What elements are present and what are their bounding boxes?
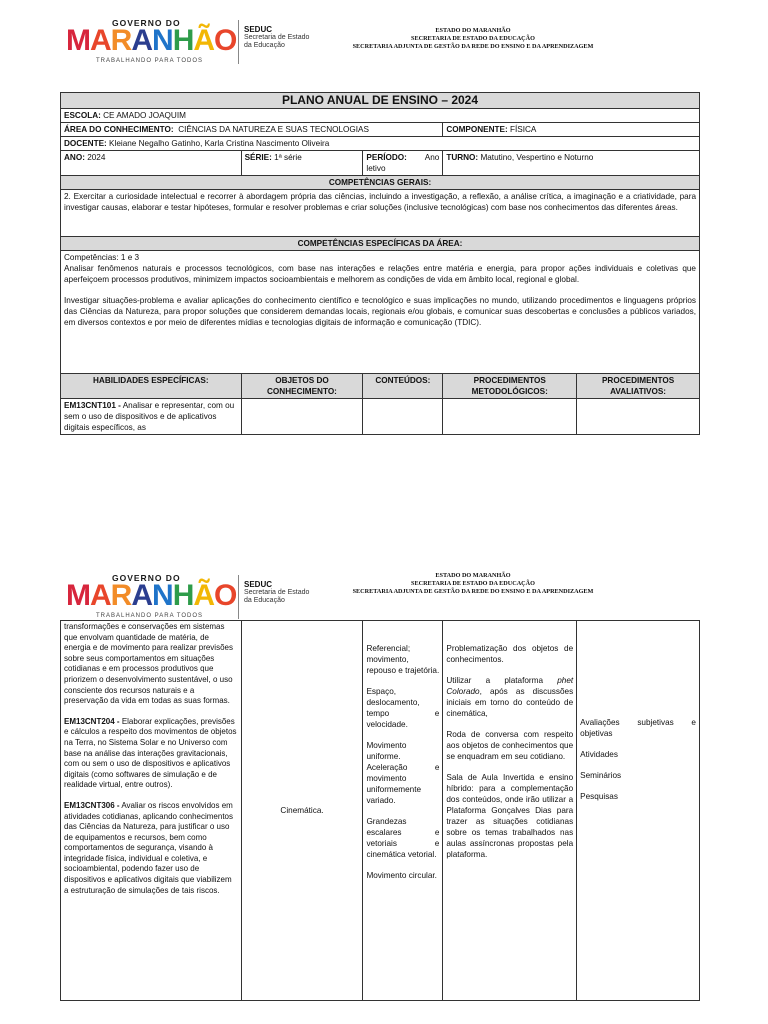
logo-wordmark: MARANHÃO xyxy=(66,579,237,612)
periodo-cell: PERÍODO: Ano letivo xyxy=(363,151,443,176)
governo-maranhao-logo: GOVERNO DO MARANHÃO TRABALHANDO PARA TODOS xyxy=(66,573,237,619)
col-habilidades: HABILIDADES ESPECÍFICAS: xyxy=(61,374,242,399)
plan-table-continued xyxy=(60,620,700,1001)
seduc-logo: SEDUC Secretaria de Estado da Educação xyxy=(244,25,310,49)
logo-wordmark: MARANHÃO xyxy=(66,24,237,57)
empty-cell xyxy=(443,399,577,435)
page-1 xyxy=(0,0,768,470)
col-objetos: OBJETOS DO CONHECIMENTO: xyxy=(241,374,363,399)
col-avaliativos: PROCEDIMENTOS AVALIATIVOS: xyxy=(577,374,700,399)
habilidade-1-start: EM13CNT101 - Analisar e representar, com ou sem o uso de dispositivos e de aplicativos digitais específicos, as xyxy=(61,399,242,435)
header-divider xyxy=(238,20,239,64)
docente-row: DOCENTE: Kleiane Negalho Gatinho, Karla Cristina Nascimento Oliveira xyxy=(61,137,700,151)
seduc-logo: SEDUC Secretaria de Estado da Educação xyxy=(244,580,310,604)
turno-cell: TURNO: Matutino, Vespertino e Noturno xyxy=(443,151,700,176)
escola-row: ESCOLA: CE AMADO JOAQUIM xyxy=(61,109,700,123)
objeto-cell: Cinemática. xyxy=(241,621,363,1001)
plan-title: PLANO ANUAL DE ENSINO – 2024 xyxy=(61,93,700,109)
col-conteudos: CONTEÚDOS: xyxy=(363,374,443,399)
col-metodologicos: PROCEDIMENTOS METODOLÓGICOS: xyxy=(443,374,577,399)
ano-cell: ANO: 2024 xyxy=(61,151,242,176)
conteudos-cell: Referencial; movimento, repouso e trajetória. Espaço, deslocamento, tempo e velocidade. Movimento uniforme. Aceleração e movimento uniformemente variado. Grandezas escalares e vetoriais e cinemática vetorial. Movimento circular. xyxy=(363,621,443,1001)
state-heading: ESTADO DO MARANHÃO SECRETARIA DE ESTADO DA EDUCAÇÃO SECRETARIA ADJUNTA DE GESTÃO DA REDE DO ENSINO E DA APRENDIZAGEM xyxy=(352,27,594,50)
componente-cell: COMPONENTE: FÍSICA xyxy=(443,123,700,137)
competencias-gerais-header: COMPETÊNCIAS GERAIS: xyxy=(61,176,700,190)
page-2 xyxy=(0,555,768,1024)
habilidades-cell: transformações e conservações em sistemas que envolvam quantidade de matéria, de energia e de movimento para realizar previsões sobre seus comportamentos em situações cotidianas e em processos produtivos que priorizem o desenvolvimento sustentável, o uso consciente dos recursos naturais e a preservação da vida em todas as suas formas. EM13CNT204 - Elaborar explicações, previsões e cálculos a respeito dos movimentos de objetos na Terra, no Sistema Solar e no Universo com base na análise das interações gravitacionais, com ou sem o uso de dispositivos e aplicativos digitais (como softwares de simulação e de realidade virtual, entre outros). EM13CNT306 - Avaliar os riscos envolvidos em atividades cotidianas, aplicando conhecimentos das Ciências da Natureza, para justificar o uso de equipamentos e recursos, bem como comportamentos de segurança, visando à integridade física, individual e coletiva, e socioambiental, podendo fazer uso de dispositivos e aplicativos digitais que viabilizem a estruturação de simulações de tais riscos. xyxy=(61,621,242,1001)
serie-cell: SÉRIE: 1ª série xyxy=(241,151,363,176)
header-divider xyxy=(238,575,239,619)
empty-cell xyxy=(363,399,443,435)
plan-table xyxy=(60,92,700,435)
page-header xyxy=(0,0,768,80)
competencias-especificas-header: COMPETÊNCIAS ESPECÍFICAS DA ÁREA: xyxy=(61,237,700,251)
empty-cell xyxy=(577,399,700,435)
empty-cell xyxy=(241,399,363,435)
avaliativos-cell: Avaliações subjetivas e objetivas Atividades Seminários Pesquisas xyxy=(577,621,700,1001)
area-cell: ÁREA DO CONHECIMENTO: CIÊNCIAS DA NATUREZA E SUAS TECNOLOGIAS xyxy=(61,123,443,137)
competencias-gerais-text: 2. Exercitar a curiosidade intelectual e recorrer à abordagem própria das ciências, incluindo a investigação, a reflexão, a análise crítica, a imaginação e a criatividade, para investigar causas, elaborar e testar hipóteses, formular e resolver problemas e criar soluções (inclusive tecnológicas) com base nos conhecimentos das diferentes áreas. xyxy=(61,190,700,237)
state-heading: ESTADO DO MARANHÃO SECRETARIA DE ESTADO DA EDUCAÇÃO SECRETARIA ADJUNTA DE GESTÃO DA REDE DO ENSINO E DA APRENDIZAGEM xyxy=(352,572,594,595)
competencias-especificas-text: Competências: 1 e 3 Analisar fenômenos naturais e processos tecnológicos, com base nas interações e relações entre matéria e energia, para propor ações individuais e coletivas que aperfeiçoem processos produtivos, minimizem impactos socioambientais e melhorem as condições de vida em âmbito local, regional e global. Investigar situações-problema e avaliar aplicações do conhecimento científico e tecnológico e suas implicações no mundo, utilizando procedimentos e linguagens próprios das Ciências da Natureza, para propor soluções que considerem demandas locais, regionais e/ou globais, e comunicar suas descobertas e conclusões a públicos variados, em diversos contextos e por meio de diferentes mídias e tecnologias digitais de informação e comunicação (TDIC). xyxy=(61,251,700,374)
logo-tagline: TRABALHANDO PARA TODOS xyxy=(96,58,204,64)
governo-maranhao-logo xyxy=(66,18,237,66)
metodologicos-cell: Problematização dos objetos de conhecimentos. Utilizar a plataforma phet Colorado, após as discussões iniciais em torno do conteúdo de cinemática, Roda de conversa com respeito aos objetos de conhecimentos que se enquadram em seu cotidiano. Sala de Aula Invertida e ensino híbrido: para a complementação dos conteúdos, onde irão utilizar a Plataforma Gonçalves Dias para trazer as situações cotidianas sobre os temas trabalhados nas aulas assíncronas propostas pela plataforma. xyxy=(443,621,577,1001)
logo-top-text: GOVERNO DO xyxy=(112,18,181,28)
